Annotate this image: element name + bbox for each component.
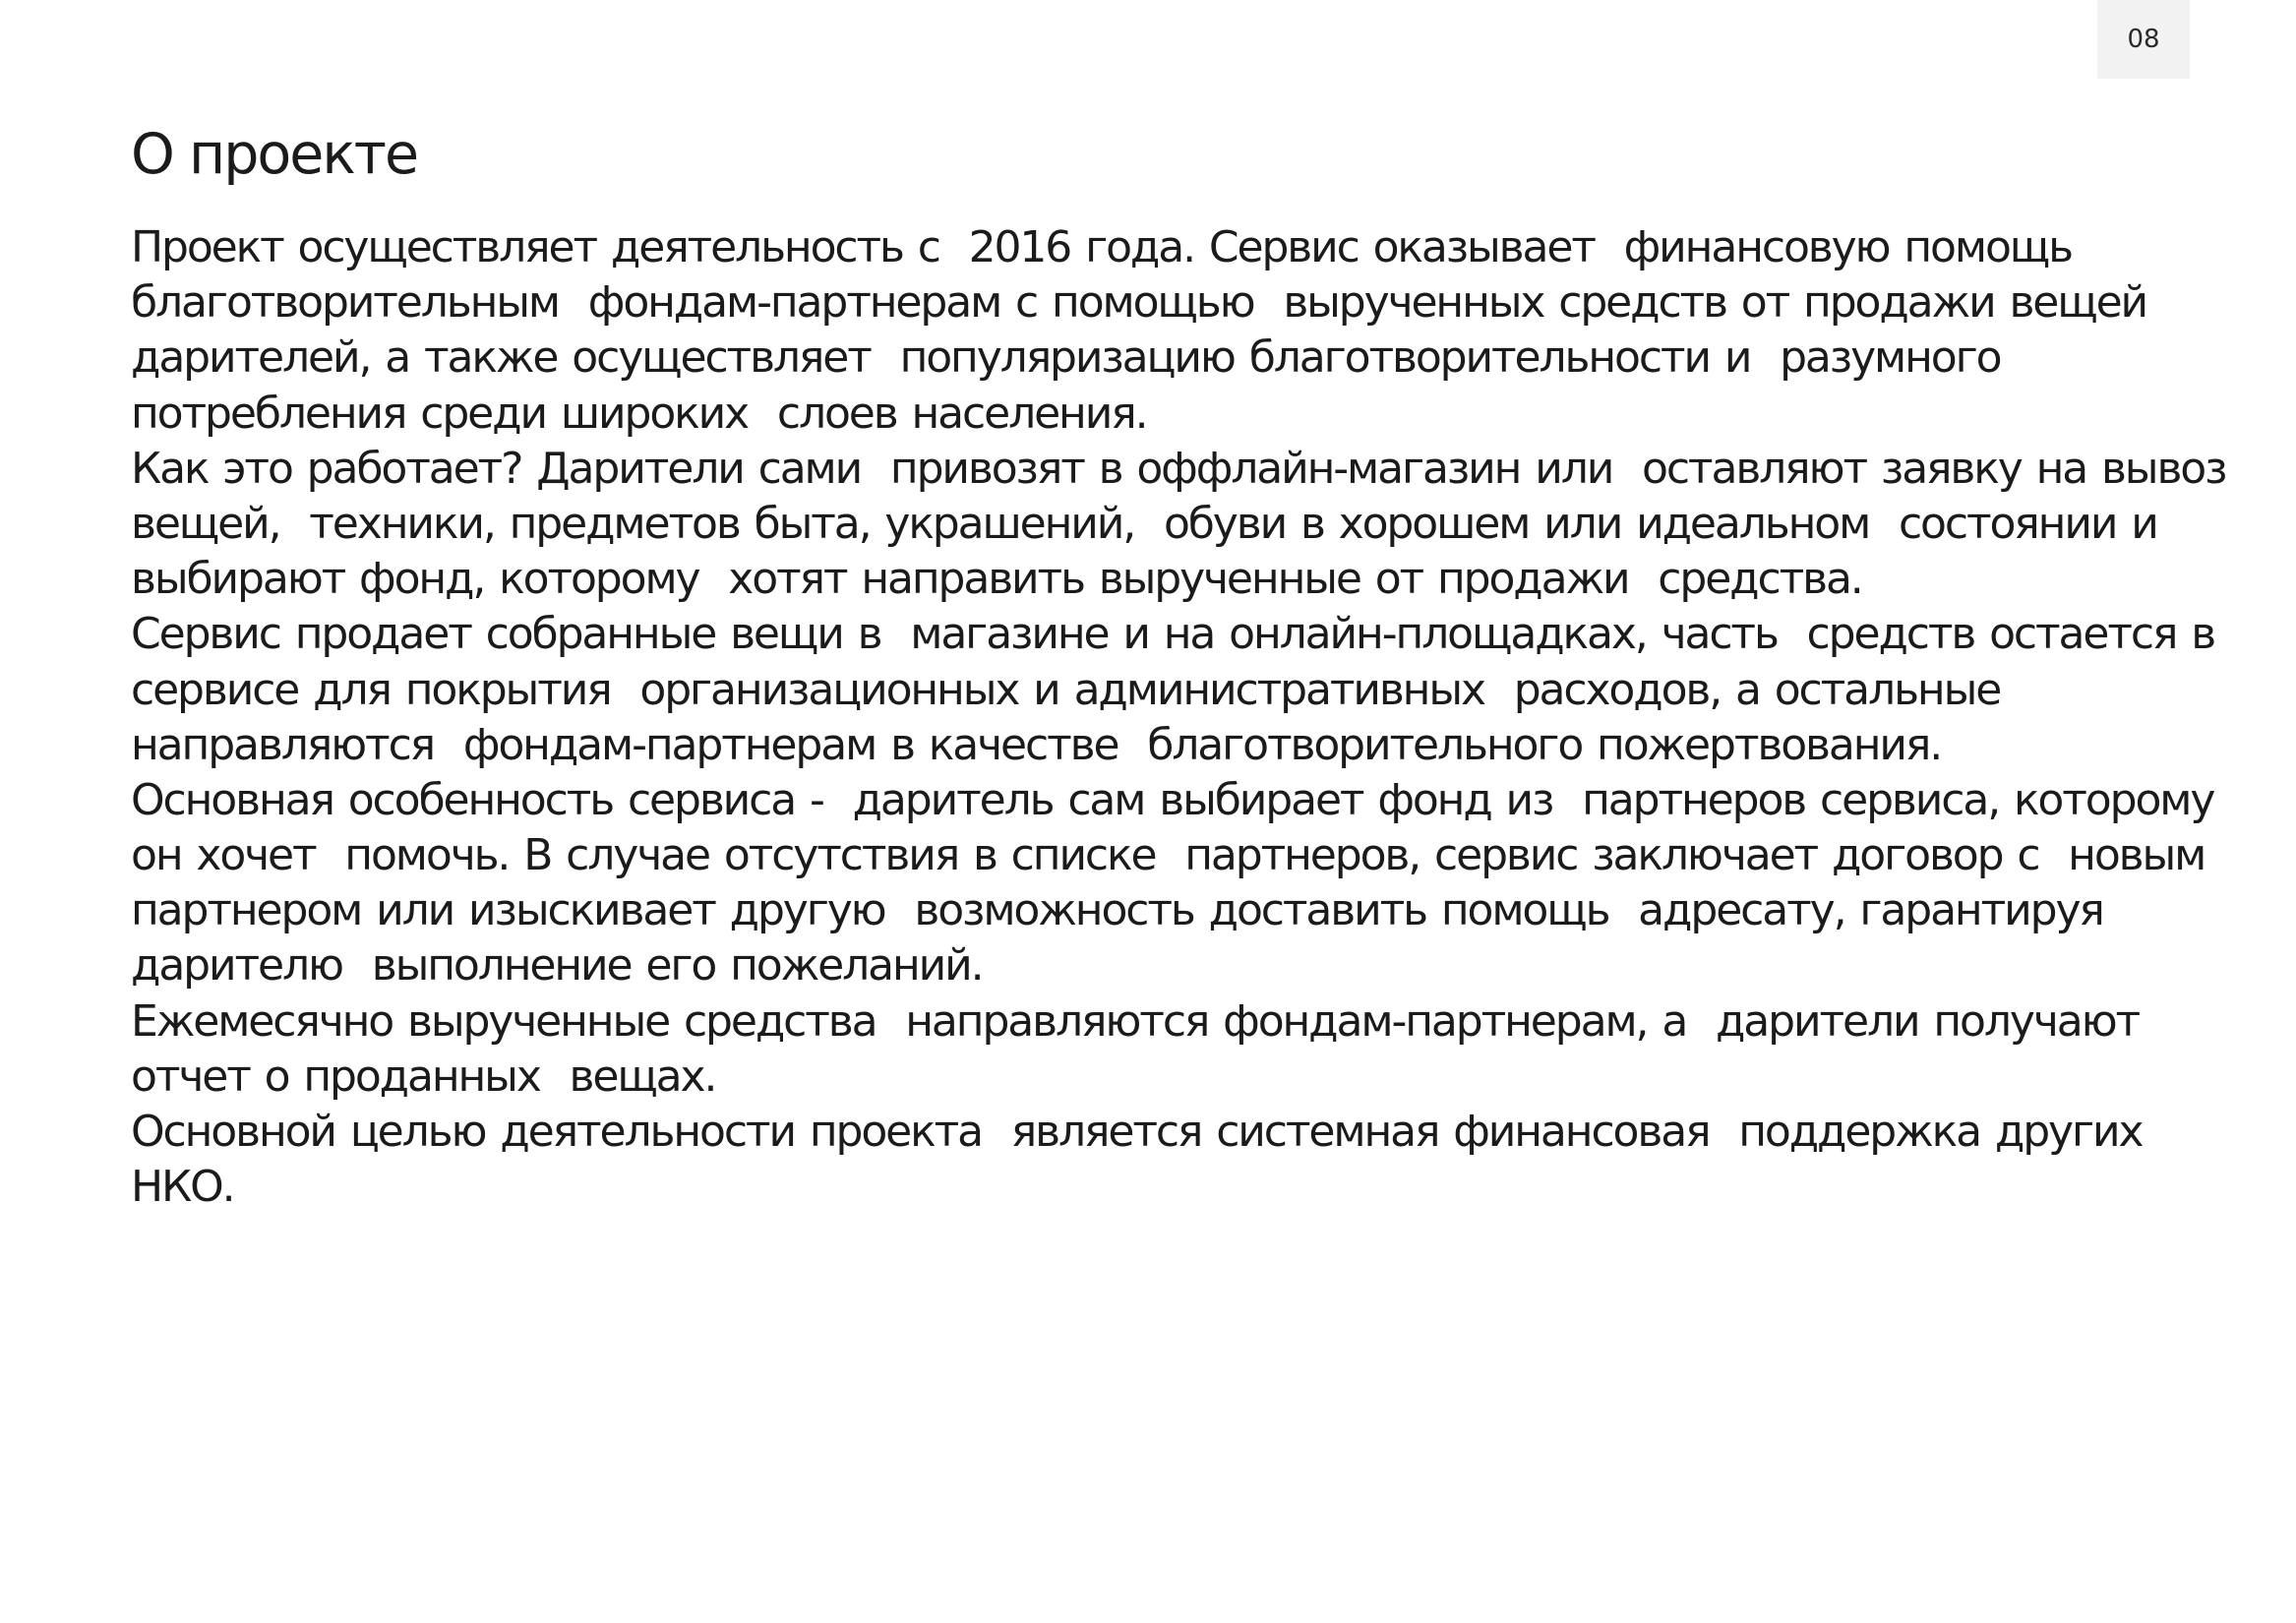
text-line: НКО.: [131, 1162, 234, 1213]
text-line: благотворительным фондам-партнерам с помощью вырученных средств от продажи вещей: [131, 277, 2147, 329]
page-title: О проекте: [131, 122, 418, 187]
text-line: Сервис продает собранные вещи в магазине и на онлайн-площадках, часть средств остается в: [131, 609, 2215, 660]
text-line: вещей, техники, предметов быта, украшений, обуви в хорошем или идеальном состоянии и: [131, 498, 2157, 549]
text-line: Основная особенность сервиса - даритель сам выбирает фонд из партнеров сервиса, которому: [131, 774, 2214, 825]
text-line: выбирают фонд, которому хотят направить вырученные от продажи средства.: [131, 554, 1862, 605]
page-number: 08: [2097, 0, 2190, 79]
text-line: потребления среди широких слоев населения.: [131, 388, 1147, 439]
text-line: партнером или изыскивает другую возможность доставить помощь адресату, гарантируя: [131, 885, 2103, 936]
text-line: направляются фондам-партнерам в качестве благотворительного пожертвования.: [131, 719, 1942, 770]
text-line: отчет о проданных вещах.: [131, 1051, 716, 1102]
text-line: Основной целью деятельности проекта является системная финансовая поддержка других: [131, 1107, 2143, 1157]
body-text: [131, 220, 2226, 1215]
text-line: Как это работает? Дарители сами привозят в оффлайн-магазин или оставляют заявку на вывоз: [131, 443, 2226, 494]
text-line: дарителю выполнение его пожеланий.: [131, 940, 983, 992]
text-line: Ежемесячно вырученные средства направляются фондам-партнерам, а дарители получают: [131, 995, 2140, 1047]
text-line: Проект осуществляет деятельность с 2016 года. Сервис оказывает финансовую помощь: [131, 222, 2072, 272]
text-line: он хочет помочь. В случае отсутствия в списке партнеров, сервис заключает договор с новым: [131, 830, 2205, 881]
text-line: дарителей, а также осуществляет популяризацию благотворительности и разумного: [131, 332, 2001, 384]
text-line: сервисе для покрытия организационных и административных расходов, а остальные: [131, 664, 2001, 715]
